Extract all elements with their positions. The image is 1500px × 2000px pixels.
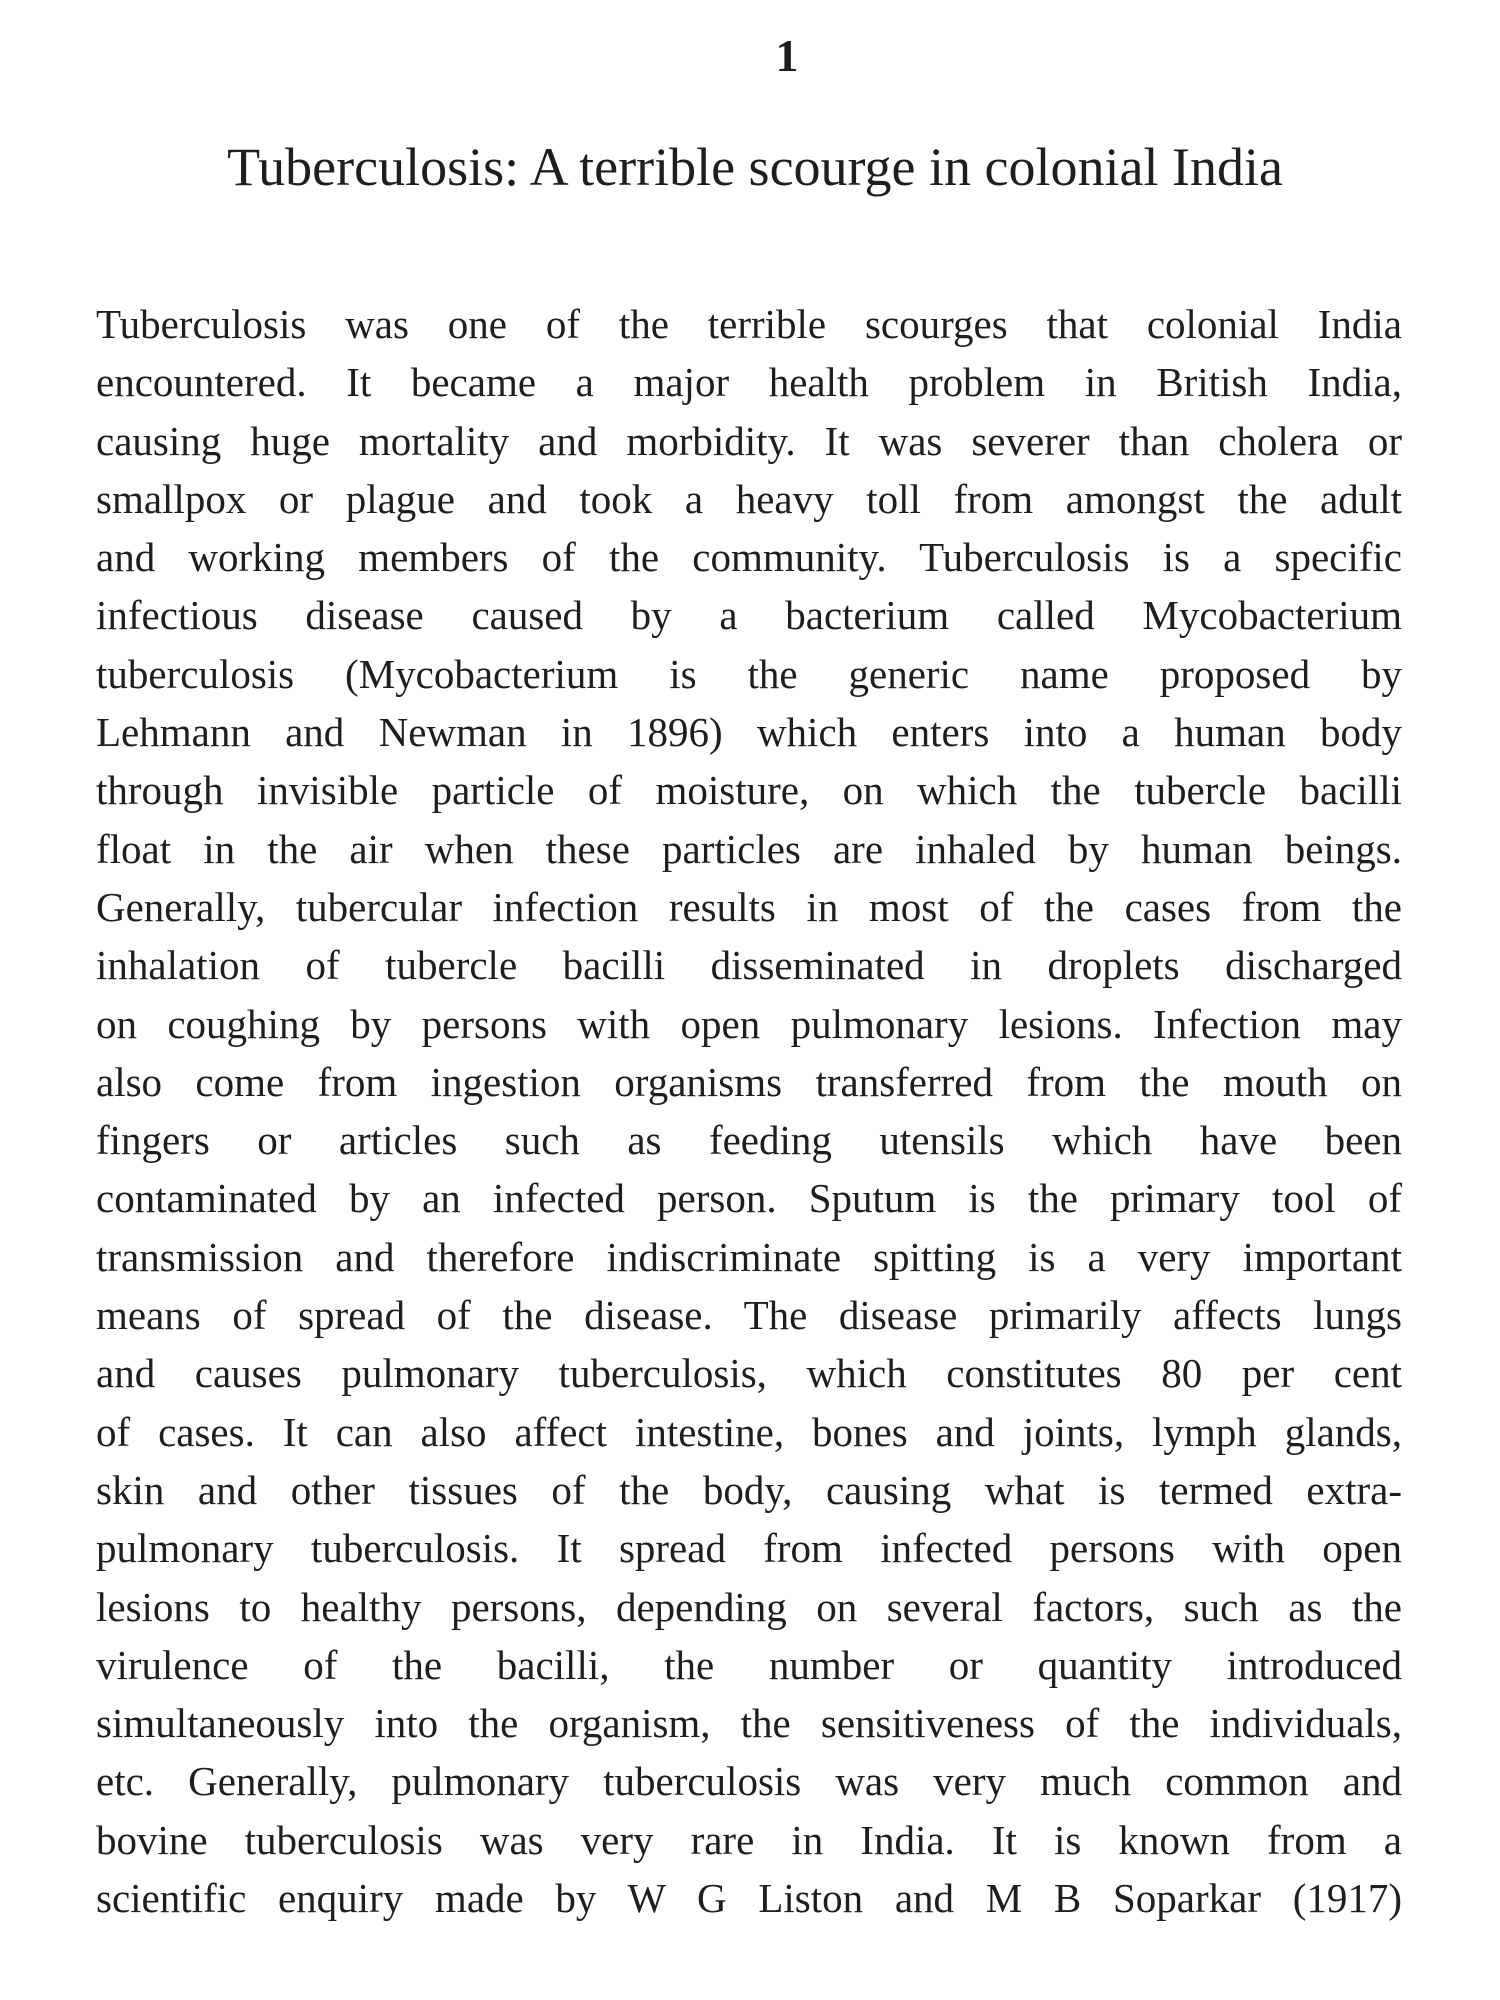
body-line: causing huge mortality and morbidity. It was severer than cholera or bbox=[96, 417, 1402, 464]
body-line: virulence of the bacilli, the number or quantity introduced bbox=[96, 1641, 1402, 1688]
body-line: skin and other tissues of the body, causing what is termed extra- bbox=[96, 1466, 1402, 1513]
body-line: transmission and therefore indiscriminate spitting is a very important bbox=[96, 1233, 1402, 1280]
body-line: scientific enquiry made by W G Liston and M B Soparkar (1917) bbox=[96, 1875, 1402, 1922]
body-line: inhalation of tubercle bacilli disseminated in droplets discharged bbox=[96, 942, 1402, 989]
body-line: simultaneously into the organism, the sensitiveness of the individuals, bbox=[96, 1700, 1402, 1747]
body-line: lesions to healthy persons, depending on several factors, such as the bbox=[96, 1583, 1402, 1630]
body-line: float in the air when these particles are inhaled by human beings. bbox=[96, 825, 1402, 872]
chapter-title: Tuberculosis: A terrible scourge in colonial India bbox=[227, 137, 1283, 197]
body-line: contaminated by an infected person. Sputum is the primary tool of bbox=[96, 1175, 1402, 1222]
body-line: tuberculosis (Mycobacterium is the generic name proposed by bbox=[96, 650, 1402, 697]
body-line: encountered. It became a major health problem in British India, bbox=[96, 359, 1402, 406]
body-line: and causes pulmonary tuberculosis, which constitutes 80 per cent bbox=[96, 1350, 1402, 1397]
body-line: Lehmann and Newman in 1896) which enters into a human body bbox=[96, 709, 1402, 756]
body-line: and working members of the community. Tuberculosis is a specific bbox=[96, 534, 1402, 581]
body-line: through invisible particle of moisture, on which the tubercle bacilli bbox=[96, 767, 1402, 814]
body-line: of cases. It can also affect intestine, bones and joints, lymph glands, bbox=[96, 1408, 1402, 1455]
body-line: Tuberculosis was one of the terrible scourges that colonial India bbox=[96, 301, 1402, 347]
body-line: smallpox or plague and took a heavy toll from amongst the adult bbox=[96, 475, 1402, 522]
body-line: fingers or articles such as feeding utensils which have been bbox=[96, 1117, 1402, 1164]
body-line: on coughing by persons with open pulmonary lesions. Infection may bbox=[96, 1000, 1402, 1047]
body-line: bovine tuberculosis was very rare in India. It is known from a bbox=[96, 1816, 1402, 1863]
chapter-number: 1 bbox=[775, 30, 799, 81]
body-line: infectious disease caused by a bacterium called Mycobacterium bbox=[96, 592, 1402, 639]
body-line: etc. Generally, pulmonary tuberculosis was very much common and bbox=[96, 1758, 1402, 1805]
body-line: pulmonary tuberculosis. It spread from infected persons with open bbox=[96, 1525, 1402, 1572]
body-line: means of spread of the disease. The disease primarily affects lungs bbox=[96, 1292, 1402, 1339]
body-line: Generally, tubercular infection results in most of the cases from the bbox=[96, 883, 1402, 930]
body-paragraph bbox=[96, 295, 1402, 1927]
body-line: also come from ingestion organisms transferred from the mouth on bbox=[96, 1058, 1402, 1105]
